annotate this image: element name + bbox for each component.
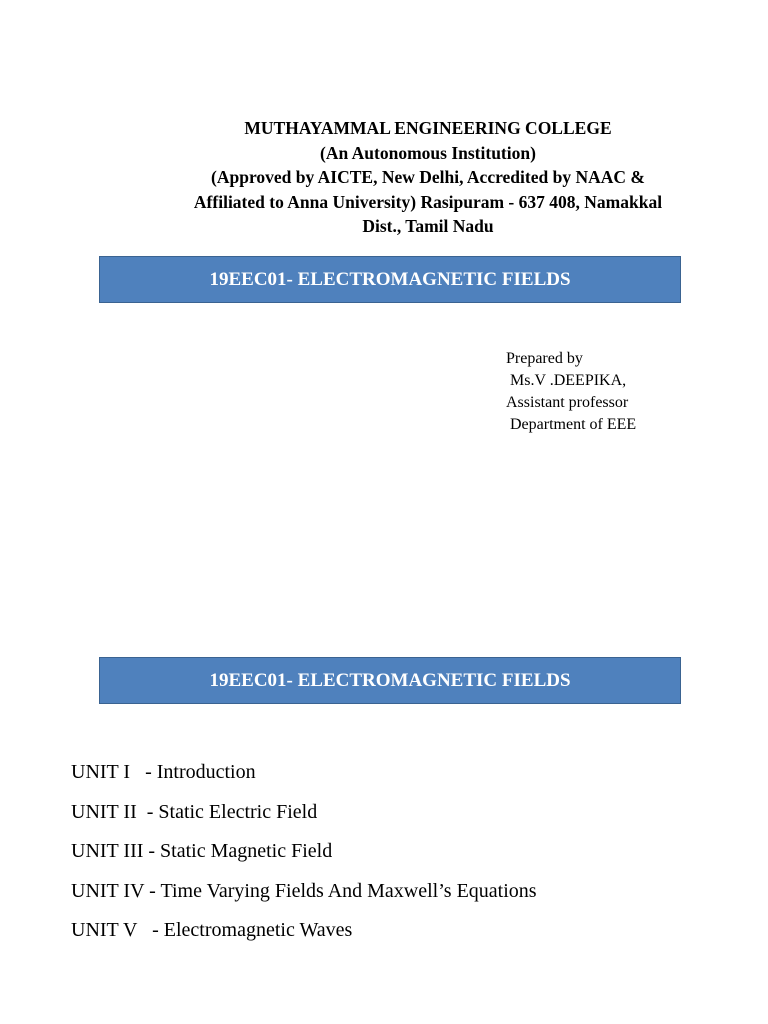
- course-title-banner-bottom: [99, 657, 681, 704]
- course-title-top: 19EEC01- ELECTROMAGNETIC FIELDS: [209, 269, 571, 290]
- prepared-by-block: [506, 348, 636, 436]
- author-name: Ms.V .DEEPIKA,: [506, 372, 627, 389]
- college-header: [100, 116, 756, 239]
- unit-item-2: UNIT II - Static Electric Field: [71, 800, 318, 823]
- prepared-by-label: Prepared by: [506, 350, 583, 367]
- author-designation: Assistant professor: [506, 394, 629, 411]
- unit-list: [71, 753, 537, 951]
- institution-status: (An Autonomous Institution): [320, 142, 536, 163]
- unit-item-3: UNIT III - Static Magnetic Field: [71, 840, 333, 862]
- unit-item-5: UNIT V - Electromagnetic Waves: [71, 919, 353, 941]
- author-department: Department of EEE: [506, 416, 637, 433]
- unit-item-4: UNIT IV - Time Varying Fields And Maxwell’s Equations: [71, 879, 537, 902]
- course-title-banner-top: [99, 256, 681, 303]
- unit-item-1: UNIT I - Introduction: [71, 761, 256, 783]
- college-name: MUTHAYAMMAL ENGINEERING COLLEGE: [244, 118, 612, 138]
- approval-line-1: (Approved by AICTE, New Delhi, Accredited by NAAC &: [211, 167, 645, 187]
- course-title-bottom: 19EEC01- ELECTROMAGNETIC FIELDS: [209, 670, 571, 691]
- approval-line-3: Dist., Tamil Nadu: [362, 216, 494, 236]
- approval-line-2: Affiliated to Anna University) Rasipuram - 637 408, Namakkal: [193, 191, 663, 212]
